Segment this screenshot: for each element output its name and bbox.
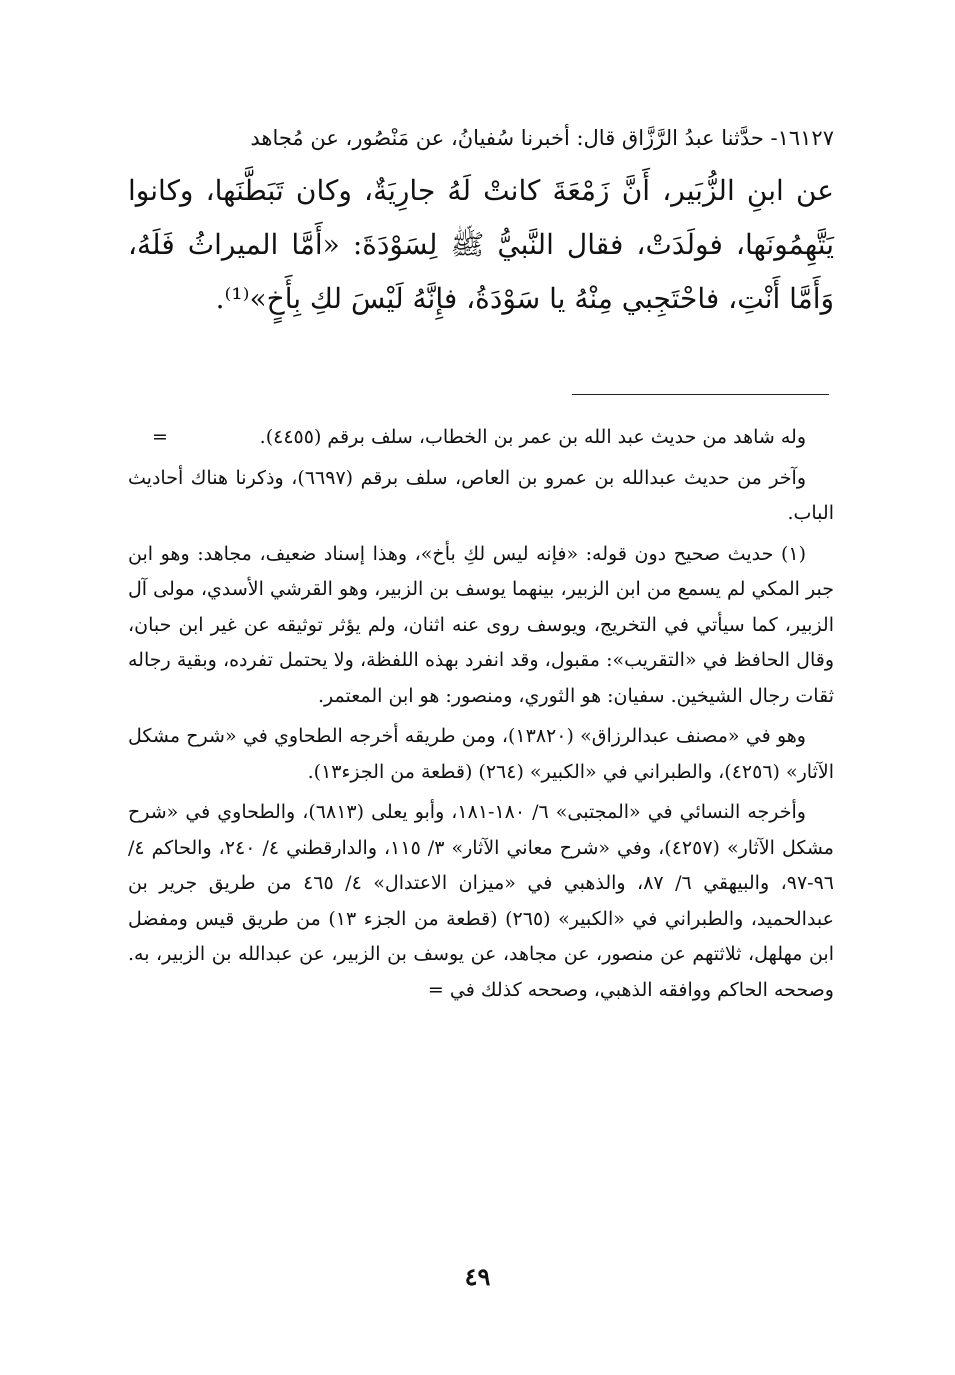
footnote-paragraph <box>128 795 834 1008</box>
hadith-matn: عن ابنِ الزُّبَير، أَنَّ زَمْعَةَ كانتْ لَهُ جارِيَةٌ، وكان تَبَطَّنَها، وكانوا يَتَّهِمُونَها، فولَدَتْ، فقال النَّبيُّ ﷺ لِسَوْدَةَ: «أَمَّا الميراثُ فَلَهُ، وَأَمَّا أَنْتِ، فاحْتَجِبي مِنْهُ يا سَوْدَةُ، فإِنَّهُ لَيْسَ لكِ بِأَخٍ»⁽¹⁾. <box>128 174 834 315</box>
footnotes <box>128 420 834 1013</box>
continued-from-previous-marker: = <box>152 426 168 448</box>
footnote-text: وله شاهد من حديث عبد الله بن عمر بن الخطاب، سلف برقم (٤٤٥٥). <box>259 426 806 448</box>
footnote-paragraph: (١) حديث صحيح دون قوله: «فإنه ليس لكِ بأخ»، وهذا إسناد ضعيف، مجاهد: وهو ابن جبر المكي لم يسمع من ابن الزبير، بينهما يوسف بن الزبير، وهو القرشي الأسدي، مولى آل الزبير، كما سيأتي في التخريج، ويوسف روى عنه اثنان، ولم يؤثر توثيقه عن غير ابن حبان، وقال الحافظ في «التقريب»: مقبول، وقد انفرد بهذه اللفظة، ولا يحتمل تفرده، وبقية رجاله ثقات رجال الشيخين. سفيان: هو الثوري، ومنصور: هو ابن المعتمر. <box>128 542 834 707</box>
footnote-paragraph: وهو في «مصنف عبدالرزاق» (١٣٨٢٠)، ومن طريقه أخرجه الطحاوي في «شرح مشكل الآثار» (٤٢٥٦)، والطبراني في «الكبير» (٢٦٤) (قطعة من الجزء١٣). <box>128 725 834 783</box>
hadith-block <box>128 118 834 326</box>
page-number: ٤٩ <box>464 1262 491 1291</box>
footnote-separator <box>572 394 829 395</box>
footnote-paragraph <box>128 420 834 456</box>
continues-next-page-marker: = <box>427 978 444 1001</box>
hadith-isnad: ١٦١٢٧- حدَّثنا عبدُ الرَّزَّاق قال: أخبرنا سُفيانُ، عن مَنْصُور، عن مُجاهد <box>250 126 834 150</box>
footnote-text: وأخرجه النسائي في «المجتبى» ٦/ ١٨٠-١٨١، وأبو يعلى (٦٨١٣)، والطحاوي في «شرح مشكل الآثار» (٤٢٥٧)، وفي «شرح معاني الآثار» ٣/ ١١٥، والدارقطني ٤/ ٢٤٠، والحاكم ٤/ ٩٦-٩٧، والبيهقي ٦/ ٨٧، والذهبي في «ميزان الاعتدال» ٤/ ٤٦٥ من طريق جرير بن عبدالحميد، والطبراني في «الكبير» (٢٦٥) (قطعة من الجزء ١٣) من طريق قيس ومفضل ابن مهلهل، ثلاثتهم عن منصور، عن مجاهد، عن يوسف بن الزبير، عن عبدالله بن الزبير، به. وصححه الحاكم ووافقه الذهبي، وصححه كذلك في <box>128 801 834 1001</box>
footnote-paragraph: وآخر من حديث عبدالله بن عمرو بن العاص، سلف برقم (٦٦٩٧)، وذكرنا هناك أحاديث الباب. <box>128 466 834 524</box>
